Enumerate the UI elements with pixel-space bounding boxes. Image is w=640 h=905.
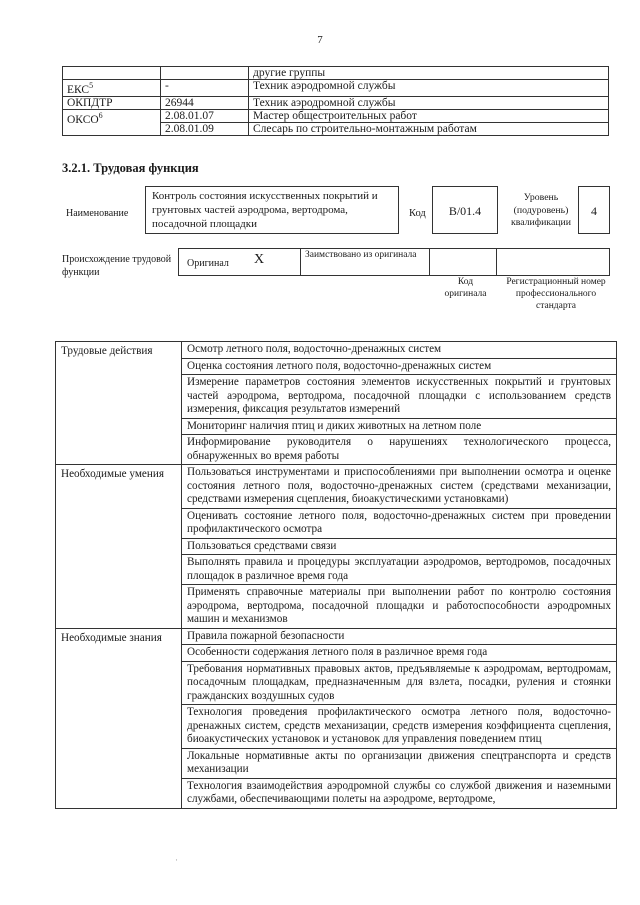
function-code: B/01.4 [448, 204, 482, 218]
section-item: Осмотр летного поля, водосточно-дренажных систем [182, 342, 617, 359]
section-item: Выполнять правила и процедуры эксплуатации аэродромов, вертодромов, посадочных площадок в различное время года [182, 555, 617, 585]
code-original-cell [429, 248, 497, 276]
origin-label: Происхождение трудовой функции [62, 254, 172, 278]
table-row [56, 465, 617, 509]
classifier-code: - [161, 80, 249, 97]
level-box [578, 186, 610, 234]
section-item: Оценка состояния летного поля, водосточно-дренажных систем [182, 358, 617, 375]
classifier-code [161, 67, 249, 80]
section-item: Измерение параметров состояния элементов искусственных покрытий и грунтовых частей аэродрома, вертодрома, посадочной площадки с использованием средств измерения, фиксация результатов измерений [182, 375, 617, 419]
reg-number-caption: Регистрационный номер профессионального стандарта [506, 277, 606, 311]
table-row [56, 342, 617, 359]
scan-mark: · [175, 855, 178, 865]
section-item: Пользоваться средствами связи [182, 538, 617, 555]
classifier-code: 2.08.01.09 [161, 122, 249, 135]
classifier-name: ОКПДТР [63, 96, 161, 109]
section-item: Мониторинг наличия птиц и диких животных на летном поле [182, 418, 617, 435]
table-row [56, 628, 617, 645]
classifier-code: 2.08.01.07 [161, 109, 249, 122]
level-value: 4 [591, 204, 597, 218]
classifier-code: 26944 [161, 96, 249, 109]
classifier-name: ЕКС$^5$ [63, 80, 161, 97]
section-item: Правила пожарной безопасности [182, 628, 617, 645]
classifier-name: ОКСО$^6$ [63, 109, 161, 135]
function-code-box [432, 186, 498, 234]
section-item: Требования нормативных правовых актов, предъявляемые к аэродромам, вертодромам, посадочным площадкам, предназначенным для взлета, посадки, руления и стоянки гражданских воздушных судов [182, 661, 617, 705]
borrowed-label: Заимствовано из оригинала [305, 250, 417, 260]
classifier-row [63, 80, 609, 97]
classifier-table [62, 66, 609, 136]
section-category: Необходимые умения [56, 465, 182, 629]
section-item: Применять справочные материалы при выполнении работ по контролю состояния аэродрома, вертодрома, посадочной площадки и работоспособности аэродромных машин и механизмов [182, 585, 617, 629]
level-label: Уровень (подуровень) квалификации [510, 192, 572, 228]
section-item: Пользоваться инструментами и приспособлениями при выполнении осмотра и оценке состояния летного поля, водосточно-дренажных систем (средствами механизации, средствами измерения сцепления, биоакустическими установками) [182, 465, 617, 509]
classifier-title: Техник аэродромной службы [249, 80, 609, 97]
classifier-title: Слесарь по строительно-монтажным работам [249, 122, 609, 135]
section-item: Локальные нормативные акты по организации движения спецтранспорта и средств механизации [182, 748, 617, 778]
name-label: Наименование [66, 208, 129, 219]
labor-function-table [55, 341, 617, 809]
section-item: Информирование руководителя о нарушениях технологического процесса, обнаруженных во время работы [182, 435, 617, 465]
original-mark: X [254, 252, 265, 267]
code-label: Код [409, 208, 426, 219]
page-number: 7 [317, 34, 323, 46]
classifier-title: Техник аэродромной службы [249, 96, 609, 109]
section-item: Технология проведения профилактического осмотра летного поля, водосточно-дренажных систем, средств механизации, средств измерения коэффициента сцепления, биоакустических установок и установок для управления поведением птиц [182, 705, 617, 749]
classifier-title: Мастер общестроительных работ [249, 109, 609, 122]
classifier-row [63, 109, 609, 122]
section-item: Особенности содержания летного поля в различное время года [182, 645, 617, 662]
section-item: Технология взаимодействия аэродромной службы со службой движения и наземными службами, обеспечивающими полеты на аэродроме, вертодроме, [182, 778, 617, 808]
classifier-row [63, 67, 609, 80]
classifier-title: другие группы [249, 67, 609, 80]
original-label: Оригинал [187, 258, 229, 269]
section-title: 3.2.1. Трудовая функция [62, 161, 199, 175]
classifier-name [63, 67, 161, 80]
function-name-box [145, 186, 399, 234]
section-item: Оценивать состояние летного поля, водосточно-дренажных систем при проведении профилактического осмотра [182, 508, 617, 538]
section-category: Необходимые знания [56, 628, 182, 808]
code-original-caption: Код оригинала [444, 277, 487, 299]
section-category: Трудовые действия [56, 342, 182, 465]
function-name: Контроль состояния искусственных покрытий и грунтовых частей аэродрома, вертодрома, посадочной площадки [152, 190, 378, 230]
classifier-row [63, 96, 609, 109]
